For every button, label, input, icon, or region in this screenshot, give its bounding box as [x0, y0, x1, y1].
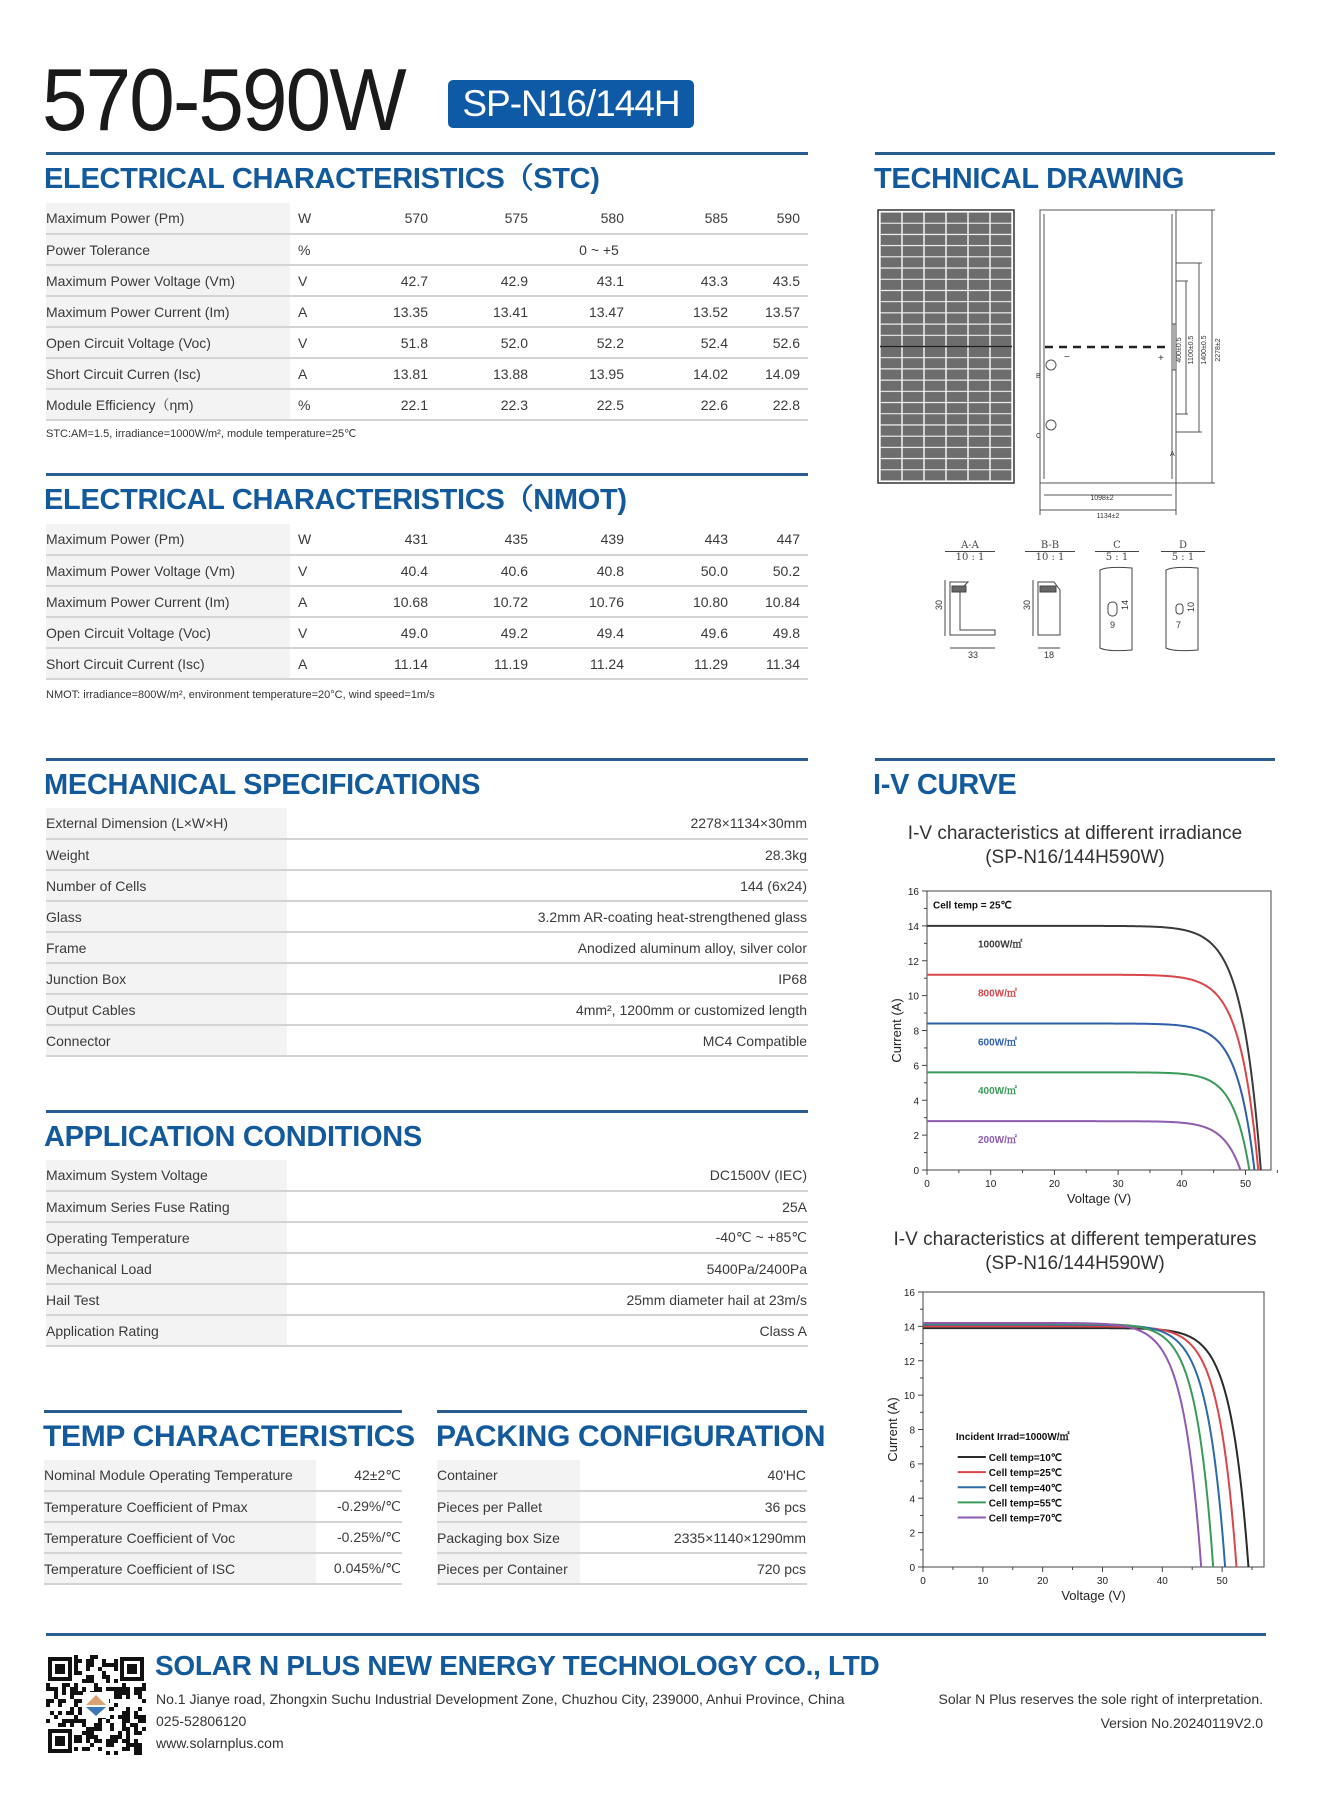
- row-value: 11.14: [360, 648, 452, 679]
- table-row: [46, 1160, 808, 1191]
- legend-label-1: Cell temp=25℃: [988, 1468, 1063, 1480]
- x-tick-label: 0: [920, 1576, 926, 1587]
- y-tick-label: 0: [913, 1166, 919, 1177]
- y-tick-label: 0: [909, 1563, 915, 1574]
- row-value: 43.5: [752, 265, 808, 296]
- row-unit: A: [290, 648, 360, 679]
- temperature-chart-title: [870, 1228, 1280, 1276]
- row-label: Short Circuit Curren (Isc): [46, 358, 290, 389]
- row-value: 51.8: [360, 327, 452, 358]
- row-unit: A: [290, 296, 360, 327]
- row-unit: V: [290, 265, 360, 296]
- table-row: [46, 648, 808, 679]
- row-value: 50.2: [752, 555, 808, 586]
- section-rule: [875, 152, 1275, 155]
- row-value: 11.34: [752, 648, 808, 679]
- row-value: 10.72: [452, 586, 552, 617]
- legend-label-4: Cell temp=70℃: [988, 1513, 1063, 1525]
- row-label: Maximum Power Current (Im): [46, 296, 290, 327]
- qr-code[interactable]: [46, 1655, 146, 1755]
- row-label: External Dimension (L×W×H): [46, 808, 287, 839]
- y-tick-label: 10: [903, 1391, 915, 1403]
- row-value: 590: [752, 203, 808, 234]
- stc-heading: ELECTRICAL CHARACTERISTICS（STC): [44, 163, 600, 195]
- row-value: 52.2: [552, 327, 648, 358]
- row-label: Module Efficiency（ηm): [46, 389, 290, 420]
- table-row: [46, 234, 808, 265]
- row-value: 580: [552, 203, 648, 234]
- table-row: [46, 994, 808, 1025]
- section-rule: [437, 1410, 807, 1413]
- legend-title: Incident Irrad=1000W/㎡: [955, 1431, 1070, 1443]
- stc-note: STC:AM=1.5, irradiance=1000W/m², module temperature=25℃: [46, 428, 357, 440]
- row-label: Hail Test: [46, 1284, 287, 1315]
- section-d-height: 10: [1186, 601, 1197, 613]
- series-line-0: [923, 1328, 1248, 1567]
- footer-rule: [46, 1633, 1266, 1636]
- x-tick-label: 30: [1112, 1179, 1124, 1190]
- mechanical-heading: MECHANICAL SPECIFICATIONS: [44, 769, 481, 801]
- row-label: Temperature Coefficient of ISC: [44, 1553, 316, 1584]
- company-address: No.1 Jianye road, Zhongxin Suchu Industrial Development Zone, Chuzhou City, 239000, Anhui Province, China: [156, 1691, 845, 1707]
- row-value: 435: [452, 524, 552, 555]
- series-label-3: 400W/㎡: [977, 1086, 1017, 1098]
- row-value: 2278×1134×30mm: [287, 808, 808, 839]
- row-value: 42.7: [360, 265, 452, 296]
- legend-label-2: Cell temp=40℃: [988, 1483, 1063, 1495]
- row-label: Maximum Series Fuse Rating: [46, 1191, 287, 1222]
- row-value: IP68: [287, 963, 808, 994]
- packing-table: [437, 1460, 807, 1585]
- row-value: 50.0: [648, 555, 752, 586]
- row-span-value: 0 ~ +5: [360, 234, 808, 265]
- application-heading: APPLICATION CONDITIONS: [44, 1121, 422, 1153]
- row-value: 2335×1140×1290mm: [580, 1522, 807, 1553]
- series-line-2: [927, 1024, 1254, 1170]
- row-label: Frame: [46, 932, 287, 963]
- company-name: SOLAR N PLUS NEW ENERGY TECHNOLOGY CO., LTD: [155, 1650, 880, 1681]
- row-value: -0.29%/℃: [316, 1491, 402, 1522]
- row-value: 49.2: [452, 617, 552, 648]
- row-value: 439: [552, 524, 648, 555]
- x-axis-label: Voltage (V): [1061, 1588, 1126, 1603]
- table-row: [46, 963, 808, 994]
- temperature-iv-chart: [870, 1280, 1290, 1610]
- row-label: Pieces per Container: [437, 1553, 580, 1584]
- table-row: [46, 839, 808, 870]
- version-number: Version No.20240119V2.0: [1100, 1715, 1263, 1731]
- row-value: Class A: [287, 1315, 808, 1346]
- series-label-0: 1000W/㎡: [977, 939, 1023, 951]
- minus-marker: −: [1064, 352, 1070, 363]
- row-label: Container: [437, 1460, 580, 1491]
- table-row: [44, 1553, 402, 1584]
- section-rule: [46, 473, 808, 476]
- row-value: -40℃ ~ +85℃: [287, 1222, 808, 1253]
- legend-label-3: Cell temp=55℃: [988, 1498, 1063, 1510]
- row-label: Connector: [46, 1025, 287, 1056]
- panel-front-view: [878, 210, 1014, 483]
- table-row: [44, 1460, 402, 1491]
- marker-a: A: [1170, 451, 1175, 458]
- row-value: 49.6: [648, 617, 752, 648]
- series-line-3: [923, 1324, 1213, 1567]
- table-row: [46, 1191, 808, 1222]
- table-row: [44, 1491, 402, 1522]
- company-phone: 025-52806120: [156, 1713, 247, 1729]
- row-value: 575: [452, 203, 552, 234]
- y-tick-label: 10: [907, 991, 919, 1003]
- y-tick-label: 2: [909, 1528, 915, 1540]
- chart-annotation: Cell temp = 25℃: [933, 900, 1012, 912]
- plus-marker: +: [1158, 353, 1164, 364]
- section-a-name: A-A: [945, 540, 995, 552]
- table-row: [46, 617, 808, 648]
- row-value: 52.6: [752, 327, 808, 358]
- section-d-label: [1161, 540, 1205, 563]
- row-value: MC4 Compatible: [287, 1025, 808, 1056]
- y-tick-label: 4: [909, 1494, 915, 1506]
- table-row: [46, 870, 808, 901]
- section-b-width: 18: [1044, 650, 1055, 660]
- y-tick-label: 14: [907, 921, 919, 933]
- section-b-label: [1025, 540, 1075, 563]
- row-label: Weight: [46, 839, 287, 870]
- row-value: 14.02: [648, 358, 752, 389]
- legend-label-0: Cell temp=10℃: [988, 1453, 1063, 1464]
- stc-table: [46, 203, 808, 421]
- nmot-table: [46, 524, 808, 680]
- row-value: 49.0: [360, 617, 452, 648]
- section-b-scale: 10 : 1: [1035, 552, 1065, 563]
- y-axis-label: Current (A): [885, 1397, 900, 1462]
- module-drawing: [870, 200, 1280, 520]
- row-label: Temperature Coefficient of Voc: [44, 1522, 316, 1553]
- row-label: Number of Cells: [46, 870, 287, 901]
- row-value: 443: [648, 524, 752, 555]
- technical-drawing-heading: TECHNICAL DRAWING: [874, 163, 1185, 195]
- irradiance-chart-title-line1: I-V characteristics at different irradiance: [907, 823, 1243, 844]
- row-value: 13.95: [552, 358, 648, 389]
- section-b-height: 30: [1022, 599, 1033, 611]
- section-c-name: C: [1095, 540, 1139, 552]
- row-value: 10.84: [752, 586, 808, 617]
- power-range-title: 570-590W: [42, 50, 405, 149]
- row-label: Output Cables: [46, 994, 287, 1025]
- row-value: 13.88: [452, 358, 552, 389]
- row-value: 13.47: [552, 296, 648, 327]
- row-value: 43.1: [552, 265, 648, 296]
- row-value: 447: [752, 524, 808, 555]
- row-label: Maximum Power Voltage (Vm): [46, 265, 290, 296]
- y-tick-label: 8: [913, 1026, 919, 1038]
- row-value: 40'HC: [580, 1460, 807, 1491]
- x-tick-label: 40: [1156, 1576, 1168, 1587]
- y-tick-label: 4: [913, 1096, 919, 1108]
- table-row: [46, 808, 808, 839]
- row-value: 49.8: [752, 617, 808, 648]
- irradiance-chart-title: [870, 822, 1280, 870]
- table-row: [437, 1522, 807, 1553]
- y-tick-label: 6: [913, 1061, 919, 1073]
- row-value: 13.57: [752, 296, 808, 327]
- row-value: 10.80: [648, 586, 752, 617]
- row-value: 13.35: [360, 296, 452, 327]
- dim-width-inner: 1098±2: [1090, 495, 1114, 502]
- table-row: [46, 389, 808, 420]
- table-row: [46, 1315, 808, 1346]
- y-tick-label: 14: [903, 1322, 915, 1334]
- y-tick-label: 2: [913, 1131, 919, 1143]
- row-value: 52.0: [452, 327, 552, 358]
- section-c-height: 14: [1120, 599, 1131, 611]
- series-line-4: [927, 1121, 1240, 1170]
- table-row: [46, 901, 808, 932]
- section-c-label: [1095, 540, 1139, 563]
- packing-heading: PACKING CONFIGURATION: [436, 1420, 826, 1453]
- section-rule: [875, 758, 1275, 761]
- y-tick-label: 12: [903, 1356, 915, 1368]
- x-tick-label: 30: [1096, 1576, 1109, 1587]
- row-label: Maximum Power (Pm): [46, 524, 290, 555]
- row-unit: W: [290, 524, 360, 555]
- section-d-scale: 5 : 1: [1171, 552, 1195, 563]
- table-row: [437, 1460, 807, 1491]
- row-value: 25A: [287, 1191, 808, 1222]
- cross-sections: [934, 540, 1240, 660]
- series-line-4: [923, 1323, 1201, 1567]
- row-label: Open Circuit Voltage (Voc): [46, 617, 290, 648]
- irradiance-chart-subtitle: (SP-N16/144H590W): [985, 847, 1165, 868]
- x-tick-label: 10: [977, 1576, 989, 1587]
- row-value: 22.3: [452, 389, 552, 420]
- row-value: 22.5: [552, 389, 648, 420]
- table-row: [46, 1253, 808, 1284]
- x-tick-label: 10: [985, 1179, 997, 1190]
- table-row: [46, 524, 808, 555]
- row-value: 5400Pa/2400Pa: [287, 1253, 808, 1284]
- row-label: Open Circuit Voltage (Voc): [46, 327, 290, 358]
- row-value: 22.1: [360, 389, 452, 420]
- section-a-height: 30: [934, 599, 945, 611]
- row-value: 10.68: [360, 586, 452, 617]
- series-label-1: 800W/㎡: [977, 988, 1017, 1000]
- temperature-chart-title-line1: I-V characteristics at different temperatures: [893, 1229, 1257, 1250]
- row-label: Maximum Power (Pm): [46, 203, 290, 234]
- row-label: Pieces per Pallet: [437, 1491, 580, 1522]
- section-c-scale: 5 : 1: [1105, 552, 1129, 563]
- row-label: Short Circuit Current (Isc): [46, 648, 290, 679]
- row-value: 570: [360, 203, 452, 234]
- table-row: [437, 1491, 807, 1522]
- company-website[interactable]: www.solarnplus.com: [156, 1735, 284, 1751]
- nmot-note: NMOT: irradiance=800W/m², environment temperature=20°C, wind speed=1m/s: [46, 689, 435, 701]
- table-row: [46, 327, 808, 358]
- table-row: [44, 1522, 402, 1553]
- plot-frame: [923, 1292, 1264, 1567]
- table-row: [46, 1284, 808, 1315]
- row-label: Power Tolerance: [46, 234, 290, 265]
- section-a-label: [945, 540, 995, 563]
- section-d-name: D: [1161, 540, 1205, 552]
- table-row: [46, 203, 808, 234]
- x-tick-label: 20: [1048, 1179, 1060, 1190]
- row-value: 10.76: [552, 586, 648, 617]
- section-rule: [46, 758, 808, 761]
- row-unit: %: [290, 389, 360, 420]
- row-value: 431: [360, 524, 452, 555]
- y-tick-label: 6: [909, 1459, 915, 1471]
- row-unit: V: [290, 555, 360, 586]
- section-rule: [46, 1110, 808, 1113]
- table-row: [46, 296, 808, 327]
- row-unit: V: [290, 327, 360, 358]
- table-row: [46, 1222, 808, 1253]
- dim-mount-2: 1100±0.5: [1188, 335, 1195, 365]
- row-value: 11.24: [552, 648, 648, 679]
- row-value: 40.6: [452, 555, 552, 586]
- section-a-width: 33: [968, 650, 979, 660]
- row-value: 42.9: [452, 265, 552, 296]
- row-value: 42±2℃: [316, 1460, 402, 1491]
- row-label: Maximum Power Current (Im): [46, 586, 290, 617]
- section-d-width: 7: [1176, 620, 1182, 630]
- dim-mount-3: 1400±0.5: [1201, 335, 1208, 365]
- row-unit: A: [290, 358, 360, 389]
- marker-c: C: [1036, 433, 1042, 440]
- irradiance-iv-chart: [870, 880, 1290, 1210]
- row-value: 13.81: [360, 358, 452, 389]
- row-label: Operating Temperature: [46, 1222, 287, 1253]
- row-value: 720 pcs: [580, 1553, 807, 1584]
- row-label: Glass: [46, 901, 287, 932]
- row-value: DC1500V (IEC): [287, 1160, 808, 1191]
- table-row: [46, 586, 808, 617]
- row-unit: V: [290, 617, 360, 648]
- nmot-heading: ELECTRICAL CHARACTERISTICS（NMOT): [44, 484, 627, 516]
- table-row: [437, 1553, 807, 1584]
- row-value: Anodized aluminum alloy, silver color: [287, 932, 808, 963]
- row-value: 43.3: [648, 265, 752, 296]
- x-tick-label: 40: [1176, 1179, 1188, 1190]
- row-unit: %: [290, 234, 360, 265]
- row-label: Junction Box: [46, 963, 287, 994]
- table-row: [46, 265, 808, 296]
- y-tick-label: 16: [907, 887, 919, 898]
- row-label: Application Rating: [46, 1315, 287, 1346]
- row-value: 585: [648, 203, 752, 234]
- section-b-name: B-B: [1025, 540, 1075, 552]
- section-a-scale: 10 : 1: [955, 552, 985, 563]
- row-label: Maximum System Voltage: [46, 1160, 287, 1191]
- row-value: 22.8: [752, 389, 808, 420]
- dim-mount-1: 400±0.5: [1176, 337, 1183, 363]
- row-value: 40.4: [360, 555, 452, 586]
- temp-heading: TEMP CHARACTERISTICS: [43, 1420, 415, 1453]
- row-label: Temperature Coefficient of Pmax: [44, 1491, 316, 1522]
- row-value: 13.52: [648, 296, 752, 327]
- row-value: 36 pcs: [580, 1491, 807, 1522]
- temp-table: [44, 1460, 402, 1585]
- plot-frame: [927, 891, 1271, 1170]
- row-value: 0.045%/℃: [316, 1553, 402, 1584]
- x-tick-label: 0: [924, 1179, 930, 1190]
- row-unit: A: [290, 586, 360, 617]
- dim-width-outer: 1134±2: [1096, 513, 1120, 520]
- series-line-2: [923, 1325, 1225, 1567]
- dim-length: 2278±2: [1215, 338, 1222, 362]
- row-value: 40.8: [552, 555, 648, 586]
- row-value: 28.3kg: [287, 839, 808, 870]
- x-axis-label: Voltage (V): [1066, 1191, 1132, 1206]
- row-label: Mechanical Load: [46, 1253, 287, 1284]
- row-value: 144 (6x24): [287, 870, 808, 901]
- y-axis-label: Current (A): [889, 998, 904, 1063]
- row-value: 13.41: [452, 296, 552, 327]
- temperature-chart-subtitle: (SP-N16/144H590W): [985, 1253, 1165, 1274]
- x-tick-label: 20: [1037, 1576, 1049, 1587]
- row-value: 3.2mm AR-coating heat-strengthened glass: [287, 901, 808, 932]
- model-badge: SP-N16/144H: [448, 80, 694, 128]
- row-value: 4mm², 1200mm or customized length: [287, 994, 808, 1025]
- marker-b: B: [1036, 373, 1041, 380]
- row-value: 52.4: [648, 327, 752, 358]
- section-rule: [46, 152, 808, 155]
- row-value: -0.25%/℃: [316, 1522, 402, 1553]
- row-value: 11.29: [648, 648, 752, 679]
- row-value: 11.19: [452, 648, 552, 679]
- disclaimer: Solar N Plus reserves the sole right of interpretation.: [938, 1691, 1263, 1707]
- table-row: [46, 1025, 808, 1056]
- y-tick-label: 8: [909, 1425, 915, 1437]
- row-value: 22.6: [648, 389, 752, 420]
- row-label: Maximum Power Voltage (Vm): [46, 555, 290, 586]
- series-label-2: 600W/㎡: [977, 1037, 1017, 1049]
- y-tick-label: 16: [903, 1288, 915, 1299]
- row-value: 14.09: [752, 358, 808, 389]
- section-rule: [44, 1410, 402, 1413]
- row-label: Nominal Module Operating Temperature: [44, 1460, 316, 1491]
- row-label: Packaging box Size: [437, 1522, 580, 1553]
- series-label-4: 200W/㎡: [977, 1134, 1017, 1146]
- section-c-width: 9: [1110, 620, 1116, 630]
- y-tick-label: 12: [907, 956, 919, 968]
- mechanical-table: [46, 808, 808, 1057]
- row-unit: W: [290, 203, 360, 234]
- row-value: 49.4: [552, 617, 648, 648]
- x-tick-label: 50: [1216, 1576, 1228, 1587]
- x-tick-label: 50: [1239, 1179, 1252, 1190]
- row-value: 25mm diameter hail at 23m/s: [287, 1284, 808, 1315]
- table-row: [46, 358, 808, 389]
- application-table: [46, 1160, 808, 1347]
- table-row: [46, 555, 808, 586]
- iv-curve-heading: I-V CURVE: [873, 769, 1017, 801]
- table-row: [46, 932, 808, 963]
